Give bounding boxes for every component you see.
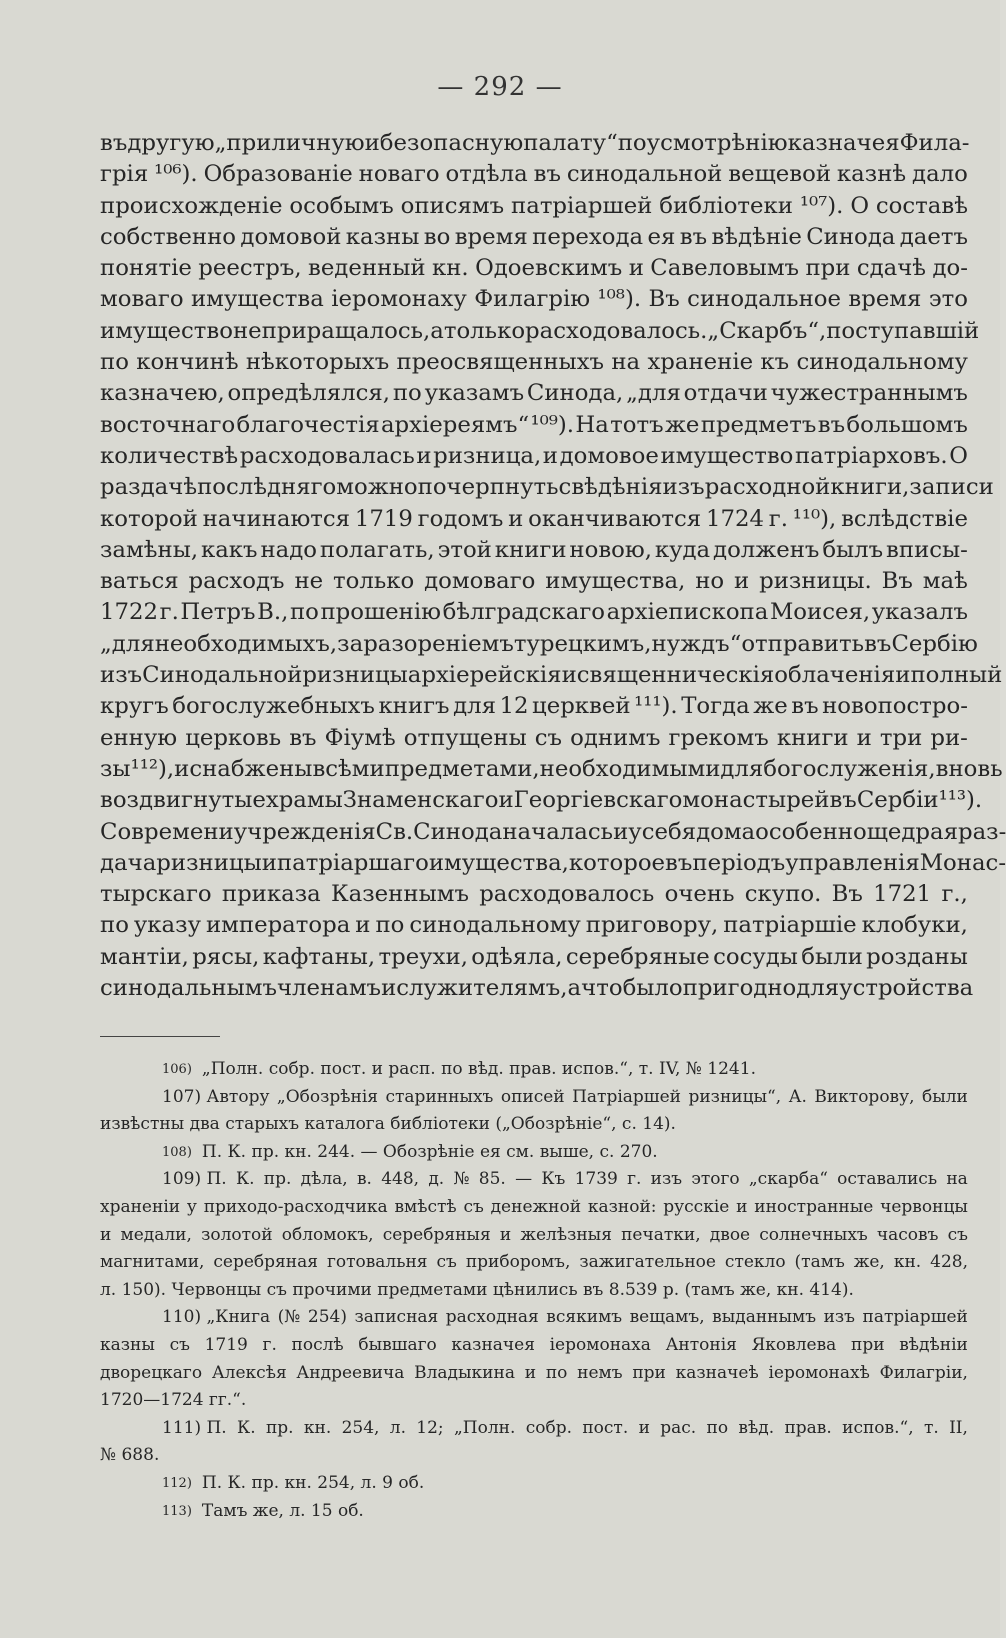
page-number: — 292 — (437, 72, 563, 102)
footnote-mark: 106) (162, 1062, 192, 1077)
text-line: „для необходимыхъ, за разореніемъ турецкимъ, нуждъ“ отправить въ Сербію (100, 630, 978, 657)
footnote-line (100, 1470, 968, 1498)
footnote-line: и медали, золотой обломокъ, серебряныя и желѣзныя печатки, двое солнечныхъ часовъ съ (100, 1224, 968, 1245)
text-line: раздачѣ послѣдняго можно почерпнуть свѣдѣнія изъ расходной книги, записи (100, 474, 994, 501)
footnote (100, 1084, 968, 1139)
text-line: грія ¹⁰⁶). Образованіе новаго отдѣла въ синодальной вещевой казнѣ дало (100, 161, 968, 188)
footnote-line: 111) П. К. пр. кн. 254, л. 12; „Полн. собр. пост. и рас. по вѣд. прав. испов.“, т. II, (162, 1417, 968, 1438)
footnote (100, 1139, 968, 1167)
text-line: тырскаго приказа Казеннымъ расходовалось очень скупо. Въ 1721 г., (100, 881, 968, 908)
footnote-line: магнитами, серебряная готовальня съ приборомъ, зажигательное стекло (тамъ же, кн. 428, (100, 1252, 968, 1273)
footnote-mark: 112) (162, 1475, 192, 1491)
text-line: по указу императора и по синодальному приговору, патріаршіе клобуки, (100, 912, 968, 939)
footnote-text: П. К. пр. кн. 244. — Обозрѣніе ея см. выше, с. 270. (201, 1141, 658, 1162)
text-line: ваться расходъ не только домоваго имущества, но и ризницы. Въ маѣ (100, 568, 968, 595)
text-line: 1722 г. Петръ В., по прошенію бѣлградскаго архіепископа Моисея, указалъ (100, 599, 968, 626)
text-line: мантіи, рясы, кафтаны, треухи, одѣяла, серебряные сосуды были розданы (100, 943, 968, 970)
footnotes-section (100, 1056, 968, 1525)
footnote (100, 1304, 968, 1414)
text-line: синодальнымъ членамъ и служителямъ, а что было пригодно для устройства (100, 975, 974, 1002)
footnote (100, 1470, 968, 1498)
footnote (100, 1498, 968, 1526)
text-line: воздвигнутые храмы Знаменскаго и Георгіевскаго монастырей въ Сербіи ¹¹³). (100, 787, 983, 814)
footnote-line (100, 1277, 968, 1305)
footnote-mark: 113) (162, 1503, 192, 1519)
text-line: изъ Синодальной ризницы архіерейскія и священническія облаченія и полный (100, 662, 1003, 689)
footnote-line (100, 1387, 968, 1415)
footnote-line: храненіи у приходо-расходчика вмѣстѣ съ денежной казной: русскіе и иностранные червонцы (100, 1196, 968, 1217)
text-line: казначею, опредѣлялся, по указамъ Синода, „для отдачи чужестраннымъ (100, 380, 968, 407)
footnote-text: 1720—1724 гг.“. (100, 1390, 247, 1411)
main-text (100, 128, 1006, 1004)
footnote-line (100, 1139, 968, 1167)
text-line: количествѣ расходовалась и ризница, и домовое имущество патріарховъ. О (100, 442, 968, 469)
footnote-line (100, 1111, 968, 1139)
text-line: имущество не приращалось, а только расходовалось. „Скарбъ“, поступавшій (100, 317, 980, 344)
footnote-mark: 108) (162, 1144, 192, 1160)
footnote-line (100, 1056, 968, 1084)
footnote-text: П. К. пр. кн. 254, л. 9 об. (201, 1472, 425, 1493)
text-line: кругъ богослужебныхъ книгъ для 12 церквей ¹¹¹). Тогда же въ новопостро- (100, 693, 968, 720)
text-line: понятіе реестръ, веденный кн. Одоевскимъ и Савеловымъ при сдачѣ до- (100, 255, 968, 282)
footnote (100, 1166, 968, 1304)
footnote-line: дворецкаго Алексѣя Андреевича Владыкина и по немъ при казначеѣ іеромонахѣ Филагріи, (100, 1362, 968, 1383)
text-line: происхожденіе особымъ описямъ патріаршей библіотеки ¹⁰⁷). О составѣ (100, 192, 968, 219)
text-line: восточнаго благочестія архіереямъ“ ¹⁰⁹). На тотъ же предметъ въ большомъ (100, 411, 968, 438)
text-line: по кончинѣ нѣкоторыхъ преосвященныхъ на храненіе къ синодальному (100, 349, 968, 376)
footnote (100, 1056, 968, 1084)
footnote-text: л. 150). Червонцы съ прочими предметами цѣнились въ 8.539 р. (тамъ же, кн. 414). (100, 1279, 854, 1300)
text-line: въ другую „приличную и безопасную палату“ по усмотрѣнію казначея Фила- (100, 130, 970, 156)
text-line: моваго имущества іеромонаху Филагрію ¹⁰⁸). Въ синодальное время это (100, 286, 968, 313)
text-line: замѣны, какъ надо полагать, этой книги новою, куда долженъ былъ вписы- (100, 536, 968, 563)
footnote-line (100, 1442, 968, 1470)
footnote-text: Тамъ же, л. 15 об. (201, 1500, 364, 1521)
footnote-line (100, 1498, 968, 1526)
text-line: зы ¹¹²), и снабжены всѣми предметами, необходимыми для богослуженія, вновь (100, 755, 1003, 782)
footnote-line: 110) „Книга (№ 254) записная расходная всякимъ вещамъ, выданнымъ изъ патріаршей (162, 1307, 968, 1328)
footnote-line: 107) Автору „Обозрѣнія старинныхъ описей Патріаршей ризницы“, А. Викторову, были (162, 1086, 968, 1107)
footnote-divider (100, 1036, 220, 1037)
footnote-text: № 688. (100, 1445, 160, 1466)
text-line: дача ризницы и патріаршаго имущества, которое въ періодъ управленія Монас- (100, 849, 1006, 876)
text-line: енную церковь въ Фіумѣ отпущены съ однимъ грекомъ книги и три ри- (100, 724, 968, 751)
text-line: Со времени учрежденія Св. Синода началась и у себя дома особенно щедрая раз- (100, 818, 1006, 845)
text-line: собственно домовой казны во время перехода ея въ вѣдѣніе Синода даетъ (100, 223, 968, 250)
footnote-text: извѣстны два старыхъ каталога библіотеки („Обозрѣніе“, с. 14). (100, 1114, 676, 1135)
footnote-line: казны съ 1719 г. послѣ бывшаго казначея іеромонаха Антонія Яковлева при вѣдѣніи (100, 1334, 968, 1355)
footnote-line: 109) П. К. пр. дѣла, в. 448, д. № 85. — Къ 1739 г. изъ этого „скарба“ оставались на (162, 1169, 968, 1190)
footnote-text: „Полн. собр. пост. и расп. по вѣд. прав. испов.“, т. IV, № 1241. (201, 1059, 756, 1079)
text-line: которой начинаются 1719 годомъ и оканчиваются 1724 г. ¹¹⁰), вслѣдствіе (100, 505, 968, 532)
footnote (100, 1415, 968, 1470)
